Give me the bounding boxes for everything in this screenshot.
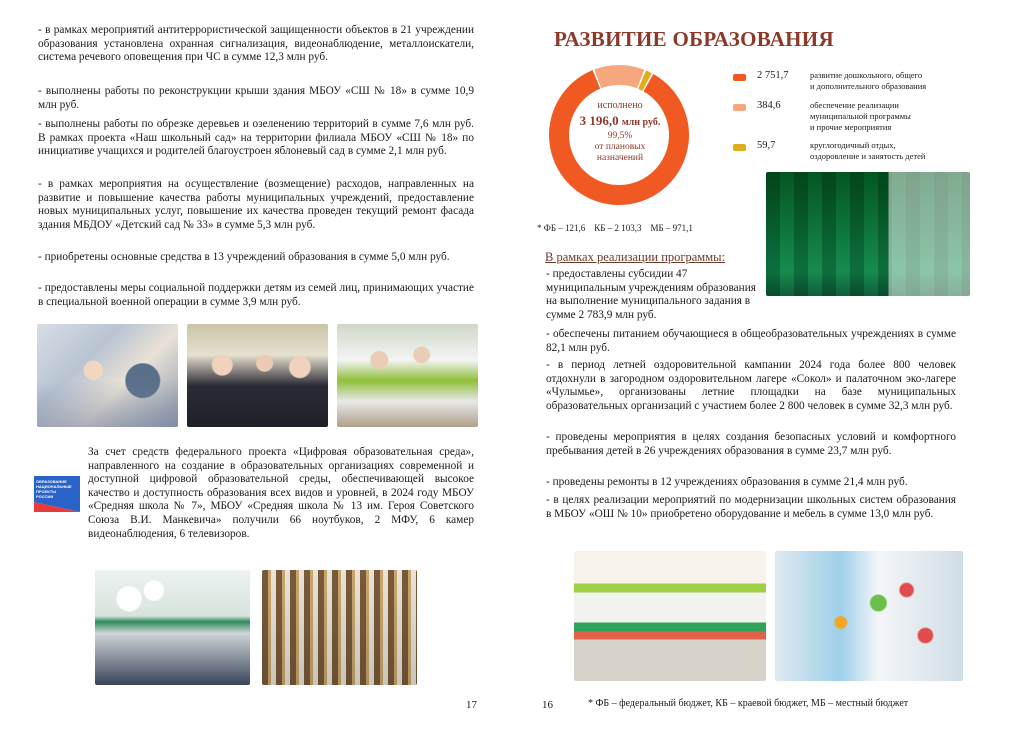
- program-heading: В рамках реализации программы:: [545, 250, 725, 264]
- legend-label-0: [810, 70, 926, 92]
- legend-label-0-line-1: развитие дошкольного, общего: [810, 70, 923, 80]
- bullet-modernization: - в целях реализации мероприятий по модернизации школьных систем образования в МБОУ «ОШ № 10» приобретено оборудование и мебель в сумме 13,0 млн руб.: [546, 494, 956, 520]
- page-title: РАЗВИТИЕ ОБРАЗОВАНИЯ: [554, 27, 834, 51]
- logo-line-1: ОБРАЗОВАНИЕ: [36, 479, 67, 484]
- page-number-left: 17: [466, 699, 477, 711]
- paragraph-social: - предоставлены меры социальной поддержки детям из семей лиц, принимающих участие в специальной военной операции в сумме 3,9 млн руб.: [38, 282, 474, 308]
- photo-school-canteen: [574, 551, 766, 681]
- donut-unit: млн руб.: [621, 117, 661, 128]
- legend-label-2-line-2: оздоровление и занятость детей: [810, 151, 926, 161]
- bullet-subsidies: [546, 268, 756, 322]
- bullet-safety: - проведены мероприятия в целях создания безопасных условий и комфортного пребывания детей в 26 учреждениях образования в сумме 23,7 млн руб.: [546, 431, 956, 457]
- logo-line-4: РОССИИ: [36, 494, 54, 499]
- donut-slice-1: [594, 65, 644, 88]
- photo-school-corridor: [766, 172, 970, 296]
- legend-swatch-1: [733, 104, 746, 111]
- photo-digital-classroom: [95, 570, 250, 685]
- legend-label-1: [810, 100, 911, 133]
- paragraph-roof: - выполнены работы по реконструкции крыши здания МБОУ «СШ № 18» в сумме 10,9 млн руб.: [38, 85, 474, 111]
- photo-climbing-wall: [775, 551, 963, 681]
- photo-students-library: [187, 324, 328, 427]
- bullet-summer-camp: - в период летней оздоровительной кампании 2024 года более 800 человек отдохнули в загородном оздоровительном лагере «Сокол» и палаточном эко-лагере «Чулымье», организованы летние площадки на базе муниципальных образовательных организаций с участием более 2 800 человек в сумме 32,3 млн руб.: [546, 359, 956, 412]
- photo-computer-class: [37, 324, 178, 427]
- bullet-repairs: - проведены ремонты в 12 учреждениях образования в сумме 21,4 млн руб.: [546, 476, 908, 488]
- donut-center-text: [562, 100, 678, 164]
- paragraph-antiterror: - в рамках мероприятий антитеррористической защищенности объектов в 21 учреждении образования установлена охранная сигнализация, видеонаблюдение, металлоискатели, система речевого оповещения при ЧС в сумме 12,3 млн руб.: [38, 24, 474, 64]
- donut-percent: 99,5%: [607, 131, 633, 141]
- legend-value-1: 384,6: [757, 100, 781, 111]
- legend-label-1-line-3: и прочие мероприятия: [810, 122, 892, 132]
- donut-line-executed: исполнено: [597, 100, 643, 111]
- legend-label-0-line-2: и дополнительного образования: [810, 81, 927, 91]
- legend-value-2: 59,7: [757, 140, 776, 151]
- budget-footnote: * ФБ – федеральный бюджет, КБ – краевой бюджет, МБ – местный бюджет: [588, 698, 909, 709]
- legend-label-2-line-1: круглогодичный отдых,: [810, 140, 896, 150]
- legend-label-1-line-1: обеспечение реализации: [810, 100, 899, 110]
- paragraph-facade: - в рамках мероприятия на осуществление (возмещение) расходов, направленных на развитие и повышение качества работы муниципальных учреждений, предоставление новых муниципальных услуг, повышение их качества проведен текущий ремонт фасада здания МБДОУ «Детский сад № 33» в сумме 5,3 млн руб.: [38, 178, 474, 231]
- paragraph-trees: - выполнены работы по обрезке деревьев и озеленению территорий в сумме 7,6 млн руб. В рамках проекта «Наш школьный сад» на территории филиала МБОУ «СШ № 18» по инициативе учащихся и родителей благоустроен яблоневый сад в сумме 2,1 млн руб.: [38, 118, 474, 158]
- photo-science-lab: [337, 324, 478, 427]
- paragraph-assets: - приобретены основные средства в 13 учреждений образования в сумме 5,0 млн руб.: [38, 251, 450, 263]
- donut-total: [562, 112, 678, 131]
- legend-label-2: [810, 140, 925, 162]
- legend-swatch-0: [733, 74, 746, 81]
- legend-label-1-line-2: муниципальной программы: [810, 111, 911, 121]
- page-number-right: 16: [542, 699, 553, 711]
- legend-value-0: 2 751,7: [757, 70, 789, 81]
- national-projects-logo: [32, 472, 82, 516]
- logo-line-2: НАЦИОНАЛЬНЫЕ: [36, 484, 72, 489]
- photo-reading-room: [262, 570, 417, 685]
- paragraph-digital-environment: За счет средств федерального проекта «Цифровая образовательная среда», направленного на создание в образовательных организациях современной и доступной цифровой образовательной среды, обеспечивающей высокое качество и доступность образования всех видов и уровней, в 2024 году МБОУ «Средняя школа № 7», МБОУ «Средняя школа № 13 им. Героя Советского Союза В.И. Манкевича» получили 66 ноутбуков, 2 МФУ, 6 камер видеонаблюдения, 6 телевизоров.: [88, 446, 474, 540]
- legend-swatch-2: [733, 144, 746, 151]
- budget-breakdown-note: * ФБ – 121,6 КБ – 2 103,3 МБ – 971,1: [537, 223, 693, 233]
- logo-line-3: ПРОЕКТЫ: [36, 489, 57, 494]
- donut-line-assignments: назначений: [596, 153, 644, 163]
- bullet-subsidies-text: - предоставлены субсидии 47 муниципальным учреждениям образования на выполнение муниципального задания в сумме 2 783,9 млн руб.: [546, 268, 756, 321]
- donut-amount: 3 196,0: [579, 113, 619, 128]
- bullet-meals: - обеспечены питанием обучающиеся в общеобразовательных учреждениях в сумме 82,1 млн руб.: [546, 328, 956, 354]
- donut-line-plan: от плановых: [594, 142, 646, 152]
